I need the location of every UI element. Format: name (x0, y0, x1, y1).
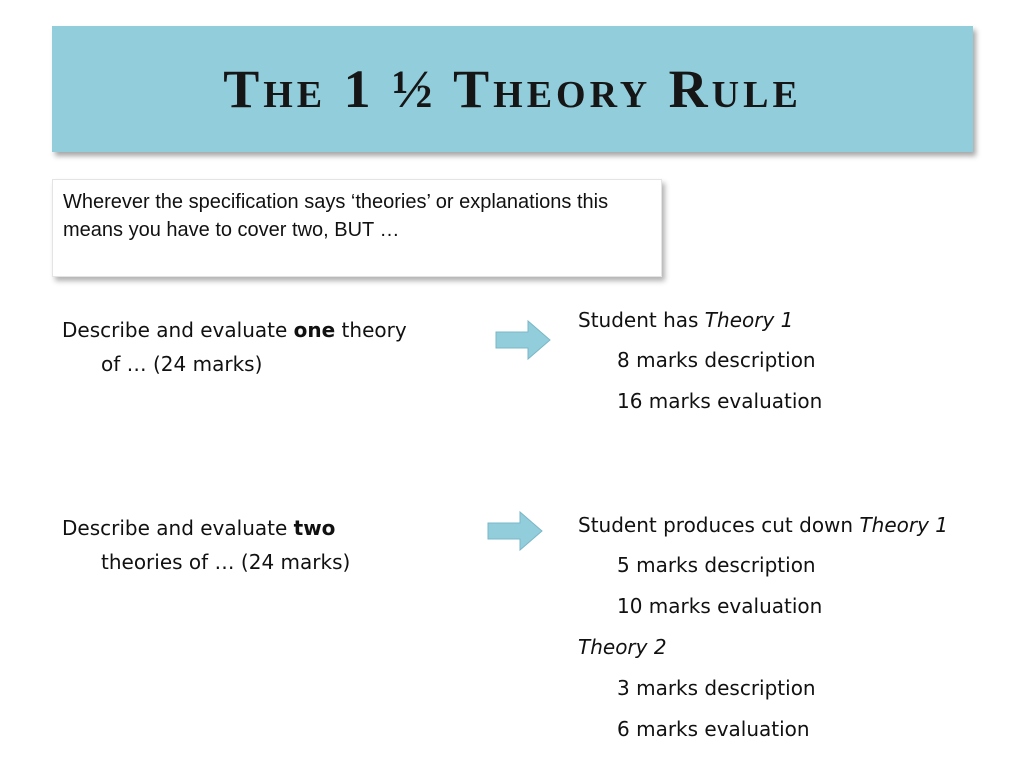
note-box (52, 179, 662, 277)
theory1-evaluation: 10 marks evaluation (617, 594, 823, 618)
prompt-two-line2: theories of … (24 marks) (101, 550, 351, 574)
prompt-one-bold: one (293, 318, 336, 342)
prompt-two-pre: Describe and evaluate (62, 516, 294, 540)
result-two-pre: Student produces cut down (578, 513, 860, 537)
right-arrow-icon (494, 319, 554, 361)
theory2-label-text: Theory 2 (578, 635, 667, 659)
prompt-one-pre: Describe and evaluate (62, 318, 294, 342)
prompt-two-bold: two (293, 516, 336, 540)
result-one-heading (578, 308, 793, 332)
prompt-one (62, 313, 462, 381)
slide-title: The 1 ½ Theory Rule (223, 59, 802, 119)
result-two-heading (578, 513, 948, 537)
theory2-evaluation: 6 marks evaluation (617, 717, 810, 741)
theory1-description: 5 marks description (617, 553, 816, 577)
prompt-two (62, 511, 462, 579)
result-one-theory: Theory 1 (704, 308, 794, 332)
note-text: Wherever the specification says ‘theories’ or explanations this means you have to cover two, BUT … (63, 191, 609, 241)
result-one-pre: Student has (578, 308, 705, 332)
title-banner (52, 26, 973, 152)
prompt-one-line2: of … (24 marks) (101, 352, 263, 376)
result-one-evaluation: 16 marks evaluation (617, 389, 823, 413)
theory2-label (578, 635, 667, 659)
prompt-one-post: theory (335, 318, 407, 342)
right-arrow-icon (486, 510, 546, 552)
theory2-description: 3 marks description (617, 676, 816, 700)
result-two-theory: Theory 1 (859, 513, 949, 537)
result-one-description: 8 marks description (617, 348, 816, 372)
